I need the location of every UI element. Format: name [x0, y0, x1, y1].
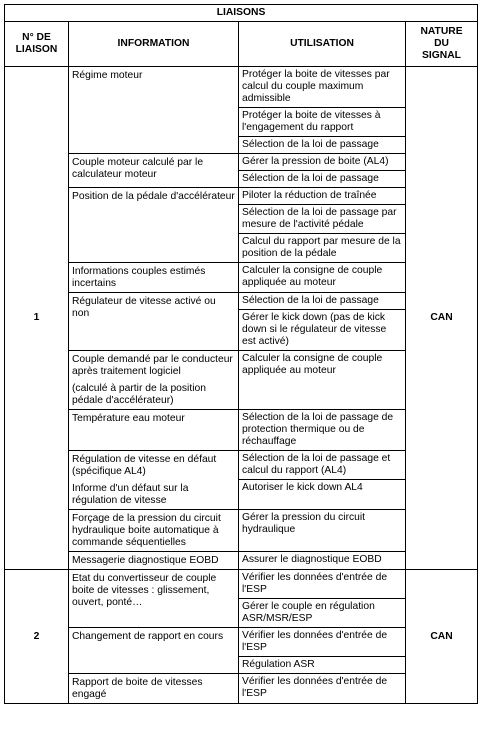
signal-nature: CAN: [406, 67, 478, 570]
information-cell: [69, 263, 239, 293]
utilisation-item: Sélection de la loi de passage et calcul du rapport (AL4): [239, 451, 405, 480]
utilisation-item: Régulation ASR: [242, 659, 315, 670]
utilisation-item: Calculer la consigne de couple appliquée au moteur: [242, 353, 383, 376]
liaison-number: 2: [5, 570, 69, 704]
utilisation-cell: [239, 451, 406, 510]
information-text: Forçage de la pression du circuit hydraulique boite automatique à commande séquentielles: [72, 513, 221, 548]
utilisation-item: Assurer le diagnostique EOBD: [242, 554, 382, 565]
information-text: Position de la pédale d'accélérateur: [72, 191, 235, 202]
utilisation-item: Sélection de la loi de passage: [242, 139, 379, 150]
signal-nature: CAN: [406, 570, 478, 704]
utilisation-cell: [239, 628, 406, 674]
utilisation-item: Calcul du rapport par mesure de la position de la pédale: [242, 236, 401, 259]
utilisation-cell: [239, 263, 406, 293]
utilisation-cell: [239, 510, 406, 552]
information-text: Changement de rapport en cours: [72, 631, 224, 642]
utilisation-item: Protéger la boite de vitesses à l'engagement du rapport: [239, 108, 405, 137]
table-title: LIAISONS: [5, 5, 478, 22]
utilisation-cell: [239, 67, 406, 154]
information-cell: [69, 410, 239, 451]
utilisation-item: Autoriser le kick down AL4: [242, 482, 363, 493]
information-text: Messagerie diagnostique EOBD: [72, 555, 219, 566]
utilisation-cell: [239, 293, 406, 351]
utilisation-item: Gérer la pression de boite (AL4): [239, 154, 405, 171]
information-text: Informations couples estimés incertains: [72, 266, 206, 289]
liaisons-table: [4, 4, 478, 704]
information-text: Température eau moteur: [72, 413, 185, 424]
utilisation-item: Sélection de la loi de passage par mesure de l'activité pédale: [239, 205, 405, 234]
utilisation-item: Piloter la réduction de traînée: [239, 188, 405, 205]
utilisation-cell: [239, 351, 406, 410]
information-cell: [69, 293, 239, 351]
information-text: Etat du convertisseur de couple boite de vitesses : glissement, ouvert, ponté…: [72, 573, 217, 608]
table-row: [5, 570, 478, 628]
table-body: [5, 67, 478, 704]
utilisation-item: Gérer la pression du circuit hydraulique: [242, 512, 366, 535]
header-utilisation: UTILISATION: [239, 22, 406, 67]
information-text: Couple moteur calculé par le calculateur moteur: [72, 157, 204, 180]
utilisation-item: Sélection de la loi de passage de protection thermique ou de réchauffage: [242, 412, 394, 447]
information-cell: [69, 351, 239, 410]
header-nature-signal: NATURE DU SIGNAL: [406, 22, 478, 67]
utilisation-item: Gérer le kick down (pas de kick down si le régulateur de vitesse est activé): [242, 312, 387, 347]
utilisation-cell: [239, 570, 406, 628]
utilisation-item: Gérer le couple en régulation ASR/MSR/ESP: [242, 601, 375, 624]
information-cell: [69, 628, 239, 674]
information-cell: [69, 451, 239, 510]
utilisation-cell: [239, 410, 406, 451]
utilisation-cell: [239, 154, 406, 188]
information-cell: [69, 552, 239, 570]
utilisation-item: Calculer la consigne de couple appliquée au moteur: [242, 265, 383, 288]
information-text: Régulateur de vitesse activé ou non: [72, 296, 216, 319]
information-text: Informe d'un défaut sur la régulation de vitesse: [72, 483, 189, 506]
information-text: Rapport de boite de vitesses engagé: [72, 677, 203, 700]
information-cell: [69, 188, 239, 263]
information-text: Régime moteur: [72, 70, 143, 81]
information-cell: [69, 510, 239, 552]
information-text: (calculé à partir de la position pédale d'accélérateur): [72, 383, 206, 406]
liaison-number: 1: [5, 67, 69, 570]
information-text: Couple demandé par le conducteur après traitement logiciel: [72, 354, 233, 377]
header-information: INFORMATION: [69, 22, 239, 67]
utilisation-cell: [239, 188, 406, 263]
information-text: Régulation de vitesse en défaut (spécifique AL4): [72, 454, 217, 477]
information-cell: [69, 154, 239, 188]
utilisation-item: Sélection de la loi de passage: [239, 293, 405, 310]
utilisation-item: Vérifier les données d'entrée de l'ESP: [239, 570, 405, 599]
utilisation-item: Vérifier les données d'entrée de l'ESP: [242, 676, 388, 699]
utilisation-item: Protéger la boite de vitesses par calcul du couple maximum admissible: [239, 67, 405, 108]
information-cell: [69, 570, 239, 628]
utilisation-cell: [239, 674, 406, 704]
utilisation-item: Sélection de la loi de passage: [242, 173, 379, 184]
table-row: [5, 67, 478, 154]
information-cell: [69, 67, 239, 154]
utilisation-item: Vérifier les données d'entrée de l'ESP: [239, 628, 405, 657]
information-cell: [69, 674, 239, 704]
header-liaison-number: N° DE LIAISON: [5, 22, 69, 67]
utilisation-cell: [239, 552, 406, 570]
